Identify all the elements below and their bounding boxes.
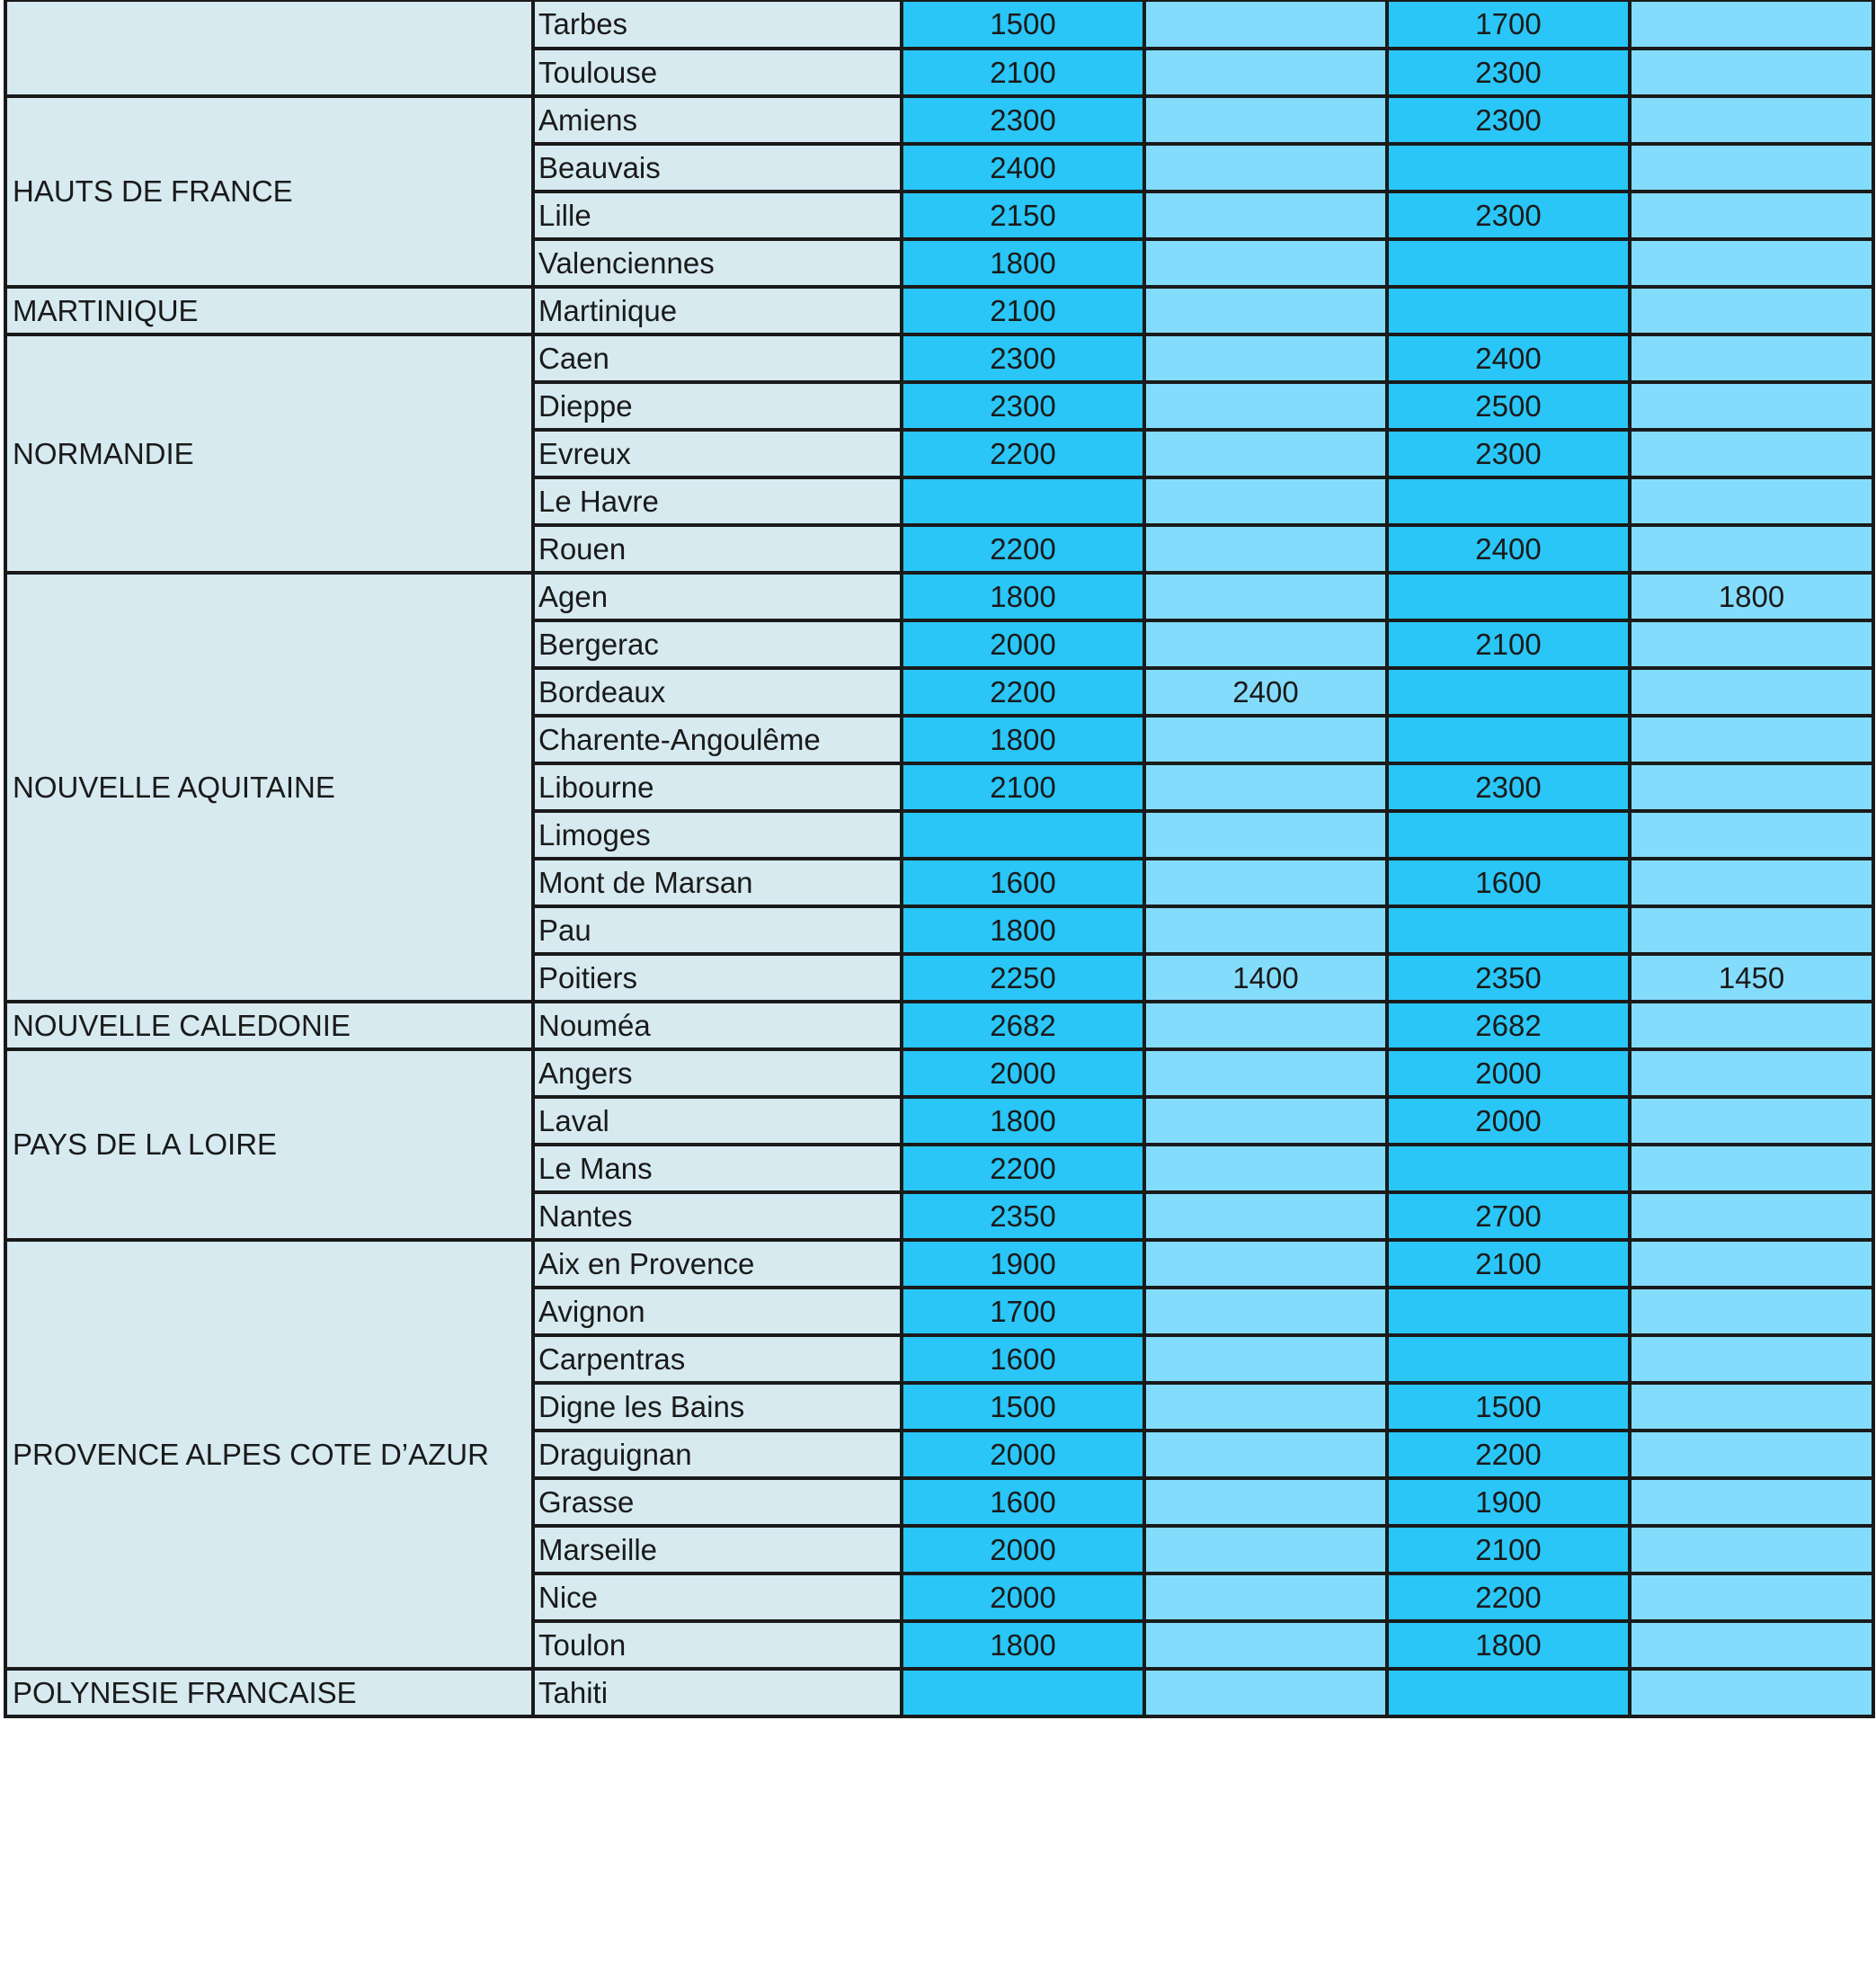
value-cell-2 xyxy=(1144,811,1387,859)
salary-table xyxy=(4,0,1875,1718)
value-cell-3: 2300 xyxy=(1387,192,1630,239)
region-cell: NORMANDIE xyxy=(5,334,533,573)
table-row xyxy=(5,1240,1873,1288)
value-cell-3 xyxy=(1387,239,1630,287)
value-cell-2 xyxy=(1144,192,1387,239)
value-cell-3 xyxy=(1387,1145,1630,1192)
region-cell: MARTINIQUE xyxy=(5,287,533,334)
city-cell: Amiens xyxy=(533,96,902,144)
value-cell-1: 1800 xyxy=(902,716,1144,763)
value-cell-4 xyxy=(1630,1145,1873,1192)
city-cell: Pau xyxy=(533,906,902,954)
value-cell-4 xyxy=(1630,716,1873,763)
city-cell: Digne les Bains xyxy=(533,1383,902,1431)
value-cell-4 xyxy=(1630,1,1873,49)
value-cell-3: 2300 xyxy=(1387,49,1630,96)
region-cell: PAYS DE LA LOIRE xyxy=(5,1049,533,1240)
value-cell-1: 2000 xyxy=(902,620,1144,668)
value-cell-4: 1800 xyxy=(1630,573,1873,620)
value-cell-2 xyxy=(1144,1669,1387,1716)
city-cell: Evreux xyxy=(533,430,902,477)
value-cell-4 xyxy=(1630,763,1873,811)
value-cell-1: 2300 xyxy=(902,334,1144,382)
value-cell-4 xyxy=(1630,477,1873,525)
city-cell: Bergerac xyxy=(533,620,902,668)
value-cell-2 xyxy=(1144,525,1387,573)
region-cell xyxy=(5,1,533,96)
value-cell-1: 1900 xyxy=(902,1240,1144,1288)
value-cell-4 xyxy=(1630,1526,1873,1573)
city-cell: Bordeaux xyxy=(533,668,902,716)
value-cell-2 xyxy=(1144,620,1387,668)
table-row xyxy=(5,1,1873,49)
value-cell-2 xyxy=(1144,144,1387,192)
value-cell-4 xyxy=(1630,96,1873,144)
value-cell-3: 2500 xyxy=(1387,382,1630,430)
value-cell-1 xyxy=(902,811,1144,859)
value-cell-4 xyxy=(1630,1383,1873,1431)
value-cell-3 xyxy=(1387,573,1630,620)
value-cell-2: 1400 xyxy=(1144,954,1387,1002)
value-cell-1 xyxy=(902,1669,1144,1716)
value-cell-2 xyxy=(1144,1240,1387,1288)
city-cell: Avignon xyxy=(533,1288,902,1335)
value-cell-4 xyxy=(1630,1621,1873,1669)
value-cell-4 xyxy=(1630,1478,1873,1526)
value-cell-3: 2100 xyxy=(1387,1526,1630,1573)
value-cell-3 xyxy=(1387,811,1630,859)
value-cell-3: 2400 xyxy=(1387,525,1630,573)
city-cell: Beauvais xyxy=(533,144,902,192)
value-cell-2 xyxy=(1144,906,1387,954)
value-cell-3: 1800 xyxy=(1387,1621,1630,1669)
value-cell-3: 2000 xyxy=(1387,1097,1630,1145)
value-cell-2 xyxy=(1144,1478,1387,1526)
value-cell-3: 1500 xyxy=(1387,1383,1630,1431)
value-cell-1: 1800 xyxy=(902,1621,1144,1669)
value-cell-1: 2000 xyxy=(902,1049,1144,1097)
city-cell: Poitiers xyxy=(533,954,902,1002)
value-cell-1: 1800 xyxy=(902,239,1144,287)
value-cell-4 xyxy=(1630,287,1873,334)
value-cell-3: 2300 xyxy=(1387,430,1630,477)
value-cell-4 xyxy=(1630,620,1873,668)
value-cell-4 xyxy=(1630,334,1873,382)
value-cell-2 xyxy=(1144,716,1387,763)
value-cell-4 xyxy=(1630,1573,1873,1621)
value-cell-3: 1600 xyxy=(1387,859,1630,906)
value-cell-1: 1600 xyxy=(902,1478,1144,1526)
value-cell-1: 1600 xyxy=(902,859,1144,906)
value-cell-1: 1800 xyxy=(902,906,1144,954)
value-cell-2 xyxy=(1144,859,1387,906)
value-cell-4 xyxy=(1630,1669,1873,1716)
value-cell-2 xyxy=(1144,49,1387,96)
value-cell-1 xyxy=(902,477,1144,525)
city-cell: Tahiti xyxy=(533,1669,902,1716)
value-cell-1: 1600 xyxy=(902,1335,1144,1383)
value-cell-1: 2200 xyxy=(902,525,1144,573)
city-cell: Le Havre xyxy=(533,477,902,525)
value-cell-1: 2682 xyxy=(902,1002,1144,1049)
value-cell-4 xyxy=(1630,1335,1873,1383)
value-cell-1: 2200 xyxy=(902,430,1144,477)
value-cell-1: 2100 xyxy=(902,287,1144,334)
city-cell: Angers xyxy=(533,1049,902,1097)
value-cell-2: 2400 xyxy=(1144,668,1387,716)
value-cell-4 xyxy=(1630,1240,1873,1288)
value-cell-2 xyxy=(1144,573,1387,620)
city-cell: Lille xyxy=(533,192,902,239)
table-row xyxy=(5,1669,1873,1716)
city-cell: Toulouse xyxy=(533,49,902,96)
value-cell-3: 2682 xyxy=(1387,1002,1630,1049)
value-cell-1: 1800 xyxy=(902,573,1144,620)
value-cell-3 xyxy=(1387,144,1630,192)
value-cell-3 xyxy=(1387,668,1630,716)
value-cell-3: 2100 xyxy=(1387,1240,1630,1288)
value-cell-2 xyxy=(1144,1431,1387,1478)
value-cell-2 xyxy=(1144,1002,1387,1049)
value-cell-1: 1500 xyxy=(902,1,1144,49)
value-cell-3 xyxy=(1387,477,1630,525)
value-cell-4 xyxy=(1630,525,1873,573)
city-cell: Aix en Provence xyxy=(533,1240,902,1288)
table-row xyxy=(5,1002,1873,1049)
city-cell: Charente-Angoulême xyxy=(533,716,902,763)
value-cell-1: 2000 xyxy=(902,1573,1144,1621)
value-cell-2 xyxy=(1144,430,1387,477)
value-cell-2 xyxy=(1144,1145,1387,1192)
value-cell-3: 2400 xyxy=(1387,334,1630,382)
value-cell-2 xyxy=(1144,1335,1387,1383)
value-cell-2 xyxy=(1144,239,1387,287)
value-cell-4 xyxy=(1630,239,1873,287)
value-cell-1: 2100 xyxy=(902,763,1144,811)
value-cell-4 xyxy=(1630,1288,1873,1335)
value-cell-2 xyxy=(1144,287,1387,334)
value-cell-2 xyxy=(1144,1288,1387,1335)
value-cell-4 xyxy=(1630,811,1873,859)
value-cell-3: 2350 xyxy=(1387,954,1630,1002)
value-cell-2 xyxy=(1144,1621,1387,1669)
city-cell: Martinique xyxy=(533,287,902,334)
value-cell-1: 2300 xyxy=(902,382,1144,430)
value-cell-3: 1700 xyxy=(1387,1,1630,49)
city-cell: Valenciennes xyxy=(533,239,902,287)
city-cell: Agen xyxy=(533,573,902,620)
value-cell-2 xyxy=(1144,1573,1387,1621)
table-row xyxy=(5,96,1873,144)
value-cell-4 xyxy=(1630,1049,1873,1097)
city-cell: Caen xyxy=(533,334,902,382)
table-row xyxy=(5,287,1873,334)
value-cell-1: 2400 xyxy=(902,144,1144,192)
city-cell: Draguignan xyxy=(533,1431,902,1478)
city-cell: Nantes xyxy=(533,1192,902,1240)
value-cell-1: 2300 xyxy=(902,96,1144,144)
table-row xyxy=(5,573,1873,620)
value-cell-1: 1800 xyxy=(902,1097,1144,1145)
city-cell: Libourne xyxy=(533,763,902,811)
city-cell: Le Mans xyxy=(533,1145,902,1192)
value-cell-1: 2100 xyxy=(902,49,1144,96)
value-cell-3 xyxy=(1387,716,1630,763)
value-cell-3: 2200 xyxy=(1387,1431,1630,1478)
city-cell: Limoges xyxy=(533,811,902,859)
city-cell: Marseille xyxy=(533,1526,902,1573)
value-cell-1: 1700 xyxy=(902,1288,1144,1335)
value-cell-4 xyxy=(1630,668,1873,716)
value-cell-3: 1900 xyxy=(1387,1478,1630,1526)
value-cell-2 xyxy=(1144,382,1387,430)
value-cell-2 xyxy=(1144,1097,1387,1145)
value-cell-3: 2300 xyxy=(1387,96,1630,144)
value-cell-1: 2000 xyxy=(902,1526,1144,1573)
region-cell: POLYNESIE FRANCAISE xyxy=(5,1669,533,1716)
city-cell: Mont de Marsan xyxy=(533,859,902,906)
value-cell-1: 2150 xyxy=(902,192,1144,239)
table-row xyxy=(5,1049,1873,1097)
value-cell-3 xyxy=(1387,287,1630,334)
value-cell-3 xyxy=(1387,1335,1630,1383)
value-cell-4 xyxy=(1630,49,1873,96)
value-cell-4 xyxy=(1630,906,1873,954)
region-cell: NOUVELLE CALEDONIE xyxy=(5,1002,533,1049)
value-cell-2 xyxy=(1144,763,1387,811)
value-cell-4 xyxy=(1630,1192,1873,1240)
value-cell-3 xyxy=(1387,1288,1630,1335)
value-cell-4: 1450 xyxy=(1630,954,1873,1002)
city-cell: Grasse xyxy=(533,1478,902,1526)
city-cell: Rouen xyxy=(533,525,902,573)
salary-table-body xyxy=(5,1,1873,1716)
value-cell-4 xyxy=(1630,859,1873,906)
region-cell: PROVENCE ALPES COTE D’AZUR xyxy=(5,1240,533,1669)
value-cell-3 xyxy=(1387,1669,1630,1716)
value-cell-1: 2200 xyxy=(902,1145,1144,1192)
city-cell: Toulon xyxy=(533,1621,902,1669)
value-cell-1: 2000 xyxy=(902,1431,1144,1478)
value-cell-2 xyxy=(1144,334,1387,382)
value-cell-2 xyxy=(1144,1192,1387,1240)
city-cell: Tarbes xyxy=(533,1,902,49)
value-cell-1: 2350 xyxy=(902,1192,1144,1240)
city-cell: Nice xyxy=(533,1573,902,1621)
value-cell-4 xyxy=(1630,192,1873,239)
city-cell: Nouméa xyxy=(533,1002,902,1049)
table-row xyxy=(5,334,1873,382)
value-cell-4 xyxy=(1630,1431,1873,1478)
value-cell-4 xyxy=(1630,430,1873,477)
value-cell-2 xyxy=(1144,1049,1387,1097)
value-cell-4 xyxy=(1630,382,1873,430)
value-cell-1: 1500 xyxy=(902,1383,1144,1431)
value-cell-2 xyxy=(1144,477,1387,525)
value-cell-3: 2300 xyxy=(1387,763,1630,811)
value-cell-1: 2250 xyxy=(902,954,1144,1002)
value-cell-4 xyxy=(1630,1097,1873,1145)
value-cell-1: 2200 xyxy=(902,668,1144,716)
value-cell-4 xyxy=(1630,144,1873,192)
city-cell: Laval xyxy=(533,1097,902,1145)
value-cell-3 xyxy=(1387,906,1630,954)
value-cell-3: 2000 xyxy=(1387,1049,1630,1097)
value-cell-3: 2700 xyxy=(1387,1192,1630,1240)
value-cell-2 xyxy=(1144,1383,1387,1431)
value-cell-2 xyxy=(1144,1526,1387,1573)
region-cell: NOUVELLE AQUITAINE xyxy=(5,573,533,1002)
region-cell: HAUTS DE FRANCE xyxy=(5,96,533,287)
value-cell-2 xyxy=(1144,1,1387,49)
city-cell: Dieppe xyxy=(533,382,902,430)
value-cell-3: 2200 xyxy=(1387,1573,1630,1621)
city-cell: Carpentras xyxy=(533,1335,902,1383)
value-cell-4 xyxy=(1630,1002,1873,1049)
value-cell-2 xyxy=(1144,96,1387,144)
value-cell-3: 2100 xyxy=(1387,620,1630,668)
